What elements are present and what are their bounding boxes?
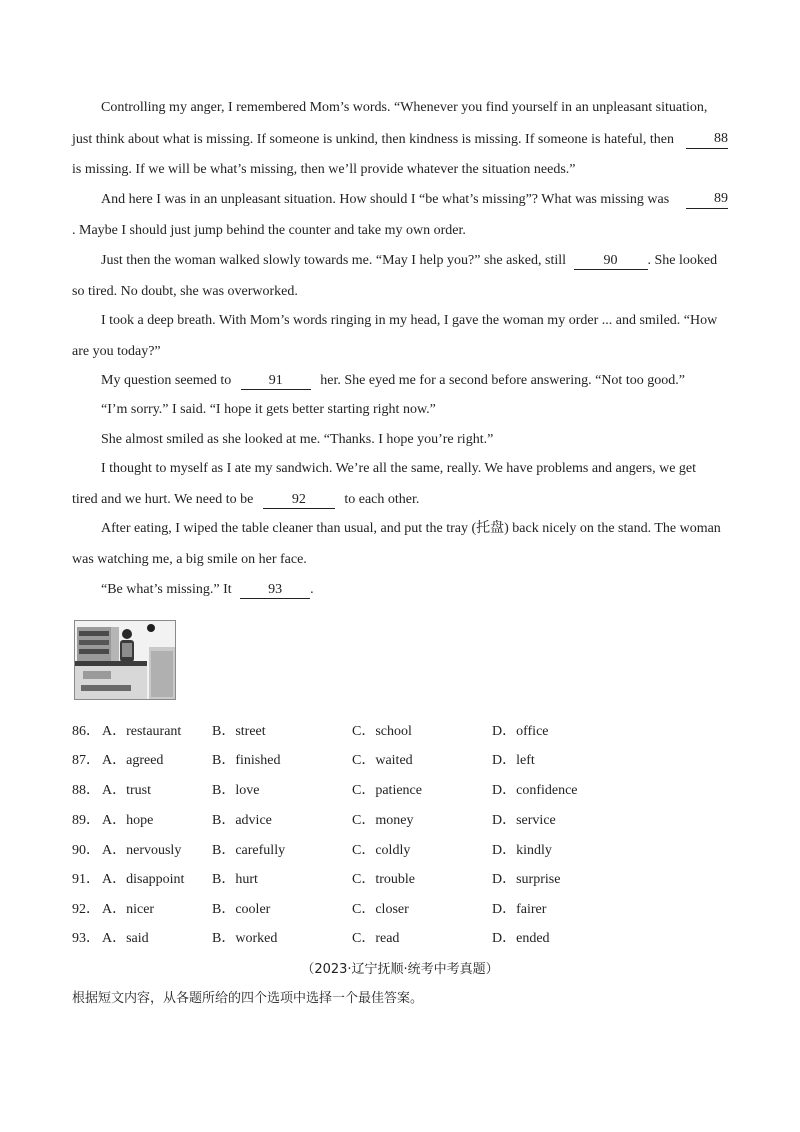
passage-line [72, 491, 728, 509]
passage-line [101, 252, 728, 270]
passage-text: And here I was in an unpleasant situation. How should I “be what’s missing”? What was missing was [101, 192, 670, 207]
restaurant-counter-illustration [74, 620, 176, 700]
question-number: 90． [72, 843, 100, 858]
section-instruction: 根据短文内容，从各题所给的四个选项中选择一个最佳答案。 [72, 991, 424, 1006]
passage-text: just think about what is missing. If someone is unkind, then kindness is missing. If someone is hateful, then [72, 132, 674, 147]
passage-line [72, 131, 728, 149]
option-b[interactable]: B．cooler [212, 902, 271, 917]
option-a[interactable]: A．nicer [102, 902, 155, 917]
question-row [72, 782, 672, 800]
passage-text: . She looked [647, 253, 718, 268]
option-c[interactable]: C．read [352, 931, 400, 946]
source-citation: （2023·辽宁抚顺·统考中考真题） [301, 962, 499, 977]
option-b[interactable]: B．finished [212, 753, 281, 768]
question-number: 92． [72, 902, 100, 917]
option-d[interactable]: D．kindly [492, 843, 552, 858]
option-a[interactable]: A．said [102, 931, 149, 946]
option-a[interactable]: A．trust [102, 783, 151, 798]
passage-line: is missing. If we will be what’s missing, then we’ll provide whatever the situation needs.” [72, 162, 576, 177]
option-d[interactable]: D．ended [492, 931, 550, 946]
option-a[interactable]: A．nervously [102, 843, 182, 858]
blank-93: 93 [240, 582, 310, 599]
option-d[interactable]: D．service [492, 813, 556, 828]
option-b[interactable]: B．carefully [212, 843, 286, 858]
question-number: 87． [72, 753, 100, 768]
question-number: 89． [72, 813, 100, 828]
passage-line [101, 372, 728, 390]
option-c[interactable]: C．money [352, 813, 414, 828]
passage-line: I took a deep breath. With Mom’s words ringing in my head, I gave the woman my order ... and smiled. “How [101, 313, 718, 328]
option-c[interactable]: C．school [352, 724, 412, 739]
option-b[interactable]: B．hurt [212, 872, 258, 887]
option-a[interactable]: A．disappoint [102, 872, 185, 887]
question-row [72, 901, 672, 919]
passage-line: She almost smiled as she looked at me. “Thanks. I hope you’re right.” [101, 432, 494, 447]
question-row [72, 842, 672, 860]
question-number: 93． [72, 931, 100, 946]
option-b[interactable]: B．advice [212, 813, 272, 828]
question-row [72, 812, 672, 830]
option-b[interactable]: B．street [212, 724, 266, 739]
option-a[interactable]: A．agreed [102, 753, 164, 768]
blank-90: 90 [574, 253, 648, 270]
option-c[interactable]: C．closer [352, 902, 409, 917]
question-row [72, 871, 672, 889]
option-a[interactable]: A．restaurant [102, 724, 182, 739]
option-c[interactable]: C．patience [352, 783, 422, 798]
passage-text: Just then the woman walked slowly towards me. “May I help you?” she asked, still [101, 253, 567, 268]
question-row [72, 752, 672, 770]
passage-line: . Maybe I should just jump behind the counter and take my own order. [72, 223, 466, 238]
passage-text: . [310, 582, 314, 597]
passage-line: Controlling my anger, I remembered Mom’s words. “Whenever you find yourself in an unpleasant situation, [101, 100, 708, 115]
passage-text: My question seemed to [101, 373, 232, 388]
passage-line: was watching me, a big smile on her face. [72, 552, 307, 567]
option-c[interactable]: C．waited [352, 753, 413, 768]
passage-line: are you today?” [72, 344, 161, 359]
blank-88: 88 [686, 131, 728, 149]
option-a[interactable]: A．hope [102, 813, 154, 828]
passage-line: so tired. No doubt, she was overworked. [72, 284, 298, 299]
option-d[interactable]: D．office [492, 724, 549, 739]
option-d[interactable]: D．fairer [492, 902, 547, 917]
option-c[interactable]: C．trouble [352, 872, 415, 887]
passage-line [101, 581, 728, 599]
passage-line: “I’m sorry.” I said. “I hope it gets better starting right now.” [101, 402, 436, 417]
option-b[interactable]: B．love [212, 783, 260, 798]
passage-line: I thought to myself as I ate my sandwich. We’re all the same, really. We have problems and angers, we get [101, 461, 697, 476]
blank-89: 89 [686, 191, 728, 209]
passage-line [101, 191, 728, 209]
question-row [72, 723, 672, 741]
option-c[interactable]: C．coldly [352, 843, 411, 858]
passage-line: After eating, I wiped the table cleaner than usual, and put the tray (托盘) back nicely on the stand. The woman [101, 521, 721, 536]
question-number: 88． [72, 783, 100, 798]
question-number: 91． [72, 872, 100, 887]
blank-91: 91 [241, 373, 311, 390]
passage-text: tired and we hurt. We need to be [72, 492, 254, 507]
passage-text [101, 252, 717, 270]
passage-text: to each other. [344, 492, 420, 507]
passage-text: “Be what’s missing.” It [101, 582, 232, 597]
passage-text: her. She eyed me for a second before answering. “Not too good.” [320, 373, 685, 388]
option-d[interactable]: D．left [492, 753, 535, 768]
question-row [72, 930, 672, 948]
option-b[interactable]: B．worked [212, 931, 278, 946]
option-d[interactable]: D．surprise [492, 872, 561, 887]
question-number: 86． [72, 724, 100, 739]
option-d[interactable]: D．confidence [492, 783, 578, 798]
restaurant-counter-icon [75, 621, 175, 699]
blank-92: 92 [263, 492, 335, 509]
